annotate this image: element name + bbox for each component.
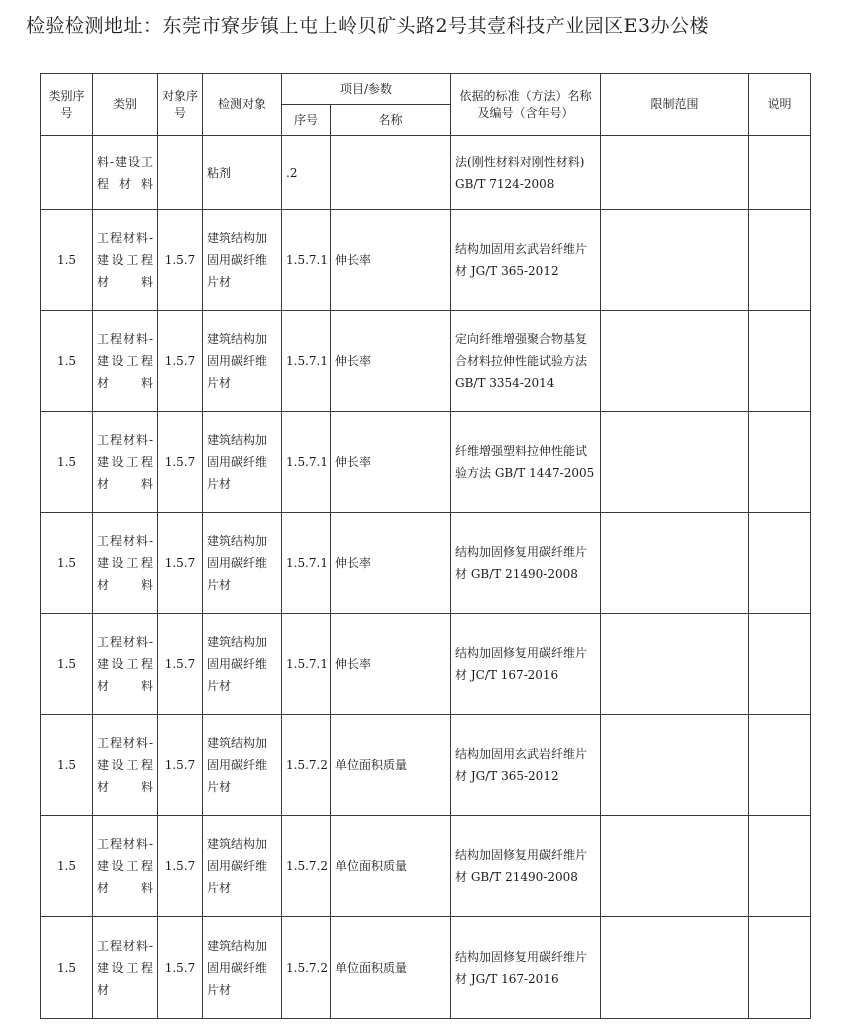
cell-item-no: 1.5.7.2 <box>282 715 331 816</box>
cell-object: 建筑结构加固用碳纤维片材 <box>203 614 282 715</box>
table-row <box>41 715 811 816</box>
cell-category: 工程材料-建设工程材料 <box>93 412 158 513</box>
header-cat-no: 类别序号 <box>41 74 93 136</box>
table-row <box>41 614 811 715</box>
cell-cat-no: 1.5 <box>41 715 93 816</box>
cell-limit <box>601 513 749 614</box>
cell-standard: 法(刚性材料对刚性材料) GB/T 7124-2008 <box>451 136 601 210</box>
cell-item-no: 1.5.7.1 <box>282 412 331 513</box>
cell-item-no: 1.5.7.2 <box>282 816 331 917</box>
header-item-group: 项目/参数 <box>282 74 451 105</box>
cell-item-name: 单位面积质量 <box>331 715 451 816</box>
cell-cat-no: 1.5 <box>41 412 93 513</box>
cell-category: 料-建设工程材料 <box>93 136 158 210</box>
cell-category: 工程材料-建设工程材 <box>93 917 158 1019</box>
cell-item-name: 伸长率 <box>331 412 451 513</box>
cell-category: 工程材料-建设工程材料 <box>93 715 158 816</box>
cell-limit <box>601 614 749 715</box>
header-item-name: 名称 <box>331 105 451 136</box>
cell-obj-no <box>158 136 203 210</box>
header-row-1 <box>41 74 811 105</box>
cell-object: 建筑结构加固用碳纤维片材 <box>203 715 282 816</box>
cell-category: 工程材料-建设工程材料 <box>93 311 158 412</box>
scope-table <box>40 73 811 1019</box>
table-row <box>41 513 811 614</box>
cell-obj-no: 1.5.7 <box>158 513 203 614</box>
table-row <box>41 210 811 311</box>
cell-object: 建筑结构加固用碳纤维片材 <box>203 210 282 311</box>
cell-category: 工程材料-建设工程材料 <box>93 513 158 614</box>
cell-standard: 结构加固用玄武岩纤维片材 JG/T 365-2012 <box>451 715 601 816</box>
header-object: 检测对象 <box>203 74 282 136</box>
cell-object: 建筑结构加固用碳纤维片材 <box>203 816 282 917</box>
header-obj-no: 对象序号 <box>158 74 203 136</box>
cell-obj-no: 1.5.7 <box>158 816 203 917</box>
cell-limit <box>601 412 749 513</box>
cell-item-name: 伸长率 <box>331 513 451 614</box>
cell-item-name: 单位面积质量 <box>331 917 451 1019</box>
cell-limit <box>601 311 749 412</box>
cell-item-name <box>331 136 451 210</box>
cell-limit <box>601 816 749 917</box>
header-item-no: 序号 <box>282 105 331 136</box>
cell-cat-no: 1.5 <box>41 311 93 412</box>
cell-object: 建筑结构加固用碳纤维片材 <box>203 917 282 1019</box>
cell-cat-no: 1.5 <box>41 816 93 917</box>
cell-limit <box>601 715 749 816</box>
header-standard: 依据的标准（方法）名称及编号（含年号） <box>451 74 601 136</box>
cell-item-no: 1.5.7.2 <box>282 917 331 1019</box>
table-body <box>41 136 811 1019</box>
header-note: 说明 <box>749 74 811 136</box>
cell-standard: 结构加固用玄武岩纤维片材 JG/T 365-2012 <box>451 210 601 311</box>
cell-item-no: 1.5.7.1 <box>282 311 331 412</box>
cell-note <box>749 513 811 614</box>
cell-item-name: 伸长率 <box>331 210 451 311</box>
cell-obj-no: 1.5.7 <box>158 210 203 311</box>
table-row <box>41 917 811 1019</box>
cell-obj-no: 1.5.7 <box>158 412 203 513</box>
cell-cat-no: 1.5 <box>41 917 93 1019</box>
header-limit: 限制范围 <box>601 74 749 136</box>
cell-item-no: .2 <box>282 136 331 210</box>
cell-obj-no: 1.5.7 <box>158 311 203 412</box>
cell-item-name: 伸长率 <box>331 311 451 412</box>
table-row <box>41 136 811 210</box>
cell-cat-no: 1.5 <box>41 210 93 311</box>
cell-object: 建筑结构加固用碳纤维片材 <box>203 412 282 513</box>
cell-standard: 结构加固修复用碳纤维片材 GB/T 21490-2008 <box>451 816 601 917</box>
cell-obj-no: 1.5.7 <box>158 917 203 1019</box>
cell-standard: 结构加固修复用碳纤维片材 JC/T 167-2016 <box>451 614 601 715</box>
cell-note <box>749 412 811 513</box>
cell-cat-no <box>41 136 93 210</box>
cell-note <box>749 210 811 311</box>
cell-limit <box>601 917 749 1019</box>
cell-note <box>749 614 811 715</box>
cell-standard: 结构加固修复用碳纤维片材 GB/T 21490-2008 <box>451 513 601 614</box>
lab-address: 检验检测地址：东莞市寮步镇上屯上岭贝矿头路2号其壹科技产业园区E3办公楼 <box>26 15 710 37</box>
cell-note <box>749 311 811 412</box>
cell-standard: 纤维增强塑料拉伸性能试验方法 GB/T 1447-2005 <box>451 412 601 513</box>
cell-note <box>749 136 811 210</box>
cell-item-name: 伸长率 <box>331 614 451 715</box>
cell-item-name: 单位面积质量 <box>331 816 451 917</box>
cell-category: 工程材料-建设工程材料 <box>93 816 158 917</box>
cell-cat-no: 1.5 <box>41 513 93 614</box>
cell-obj-no: 1.5.7 <box>158 614 203 715</box>
cell-note <box>749 715 811 816</box>
cell-standard: 结构加固修复用碳纤维片材 JG/T 167-2016 <box>451 917 601 1019</box>
cell-category: 工程材料-建设工程材料 <box>93 614 158 715</box>
cell-cat-no: 1.5 <box>41 614 93 715</box>
cell-item-no: 1.5.7.1 <box>282 614 331 715</box>
cell-object: 建筑结构加固用碳纤维片材 <box>203 513 282 614</box>
cell-object: 粘剂 <box>203 136 282 210</box>
table-row <box>41 311 811 412</box>
cell-category: 工程材料-建设工程材料 <box>93 210 158 311</box>
cell-limit <box>601 210 749 311</box>
header-category: 类别 <box>93 74 158 136</box>
cell-item-no: 1.5.7.1 <box>282 210 331 311</box>
cell-object: 建筑结构加固用碳纤维片材 <box>203 311 282 412</box>
cell-limit <box>601 136 749 210</box>
table-row <box>41 816 811 917</box>
cell-note <box>749 816 811 917</box>
table-row <box>41 412 811 513</box>
cell-standard: 定向纤维增强聚合物基复合材料拉伸性能试验方法 GB/T 3354-2014 <box>451 311 601 412</box>
cell-item-no: 1.5.7.1 <box>282 513 331 614</box>
cell-obj-no: 1.5.7 <box>158 715 203 816</box>
cell-note <box>749 917 811 1019</box>
